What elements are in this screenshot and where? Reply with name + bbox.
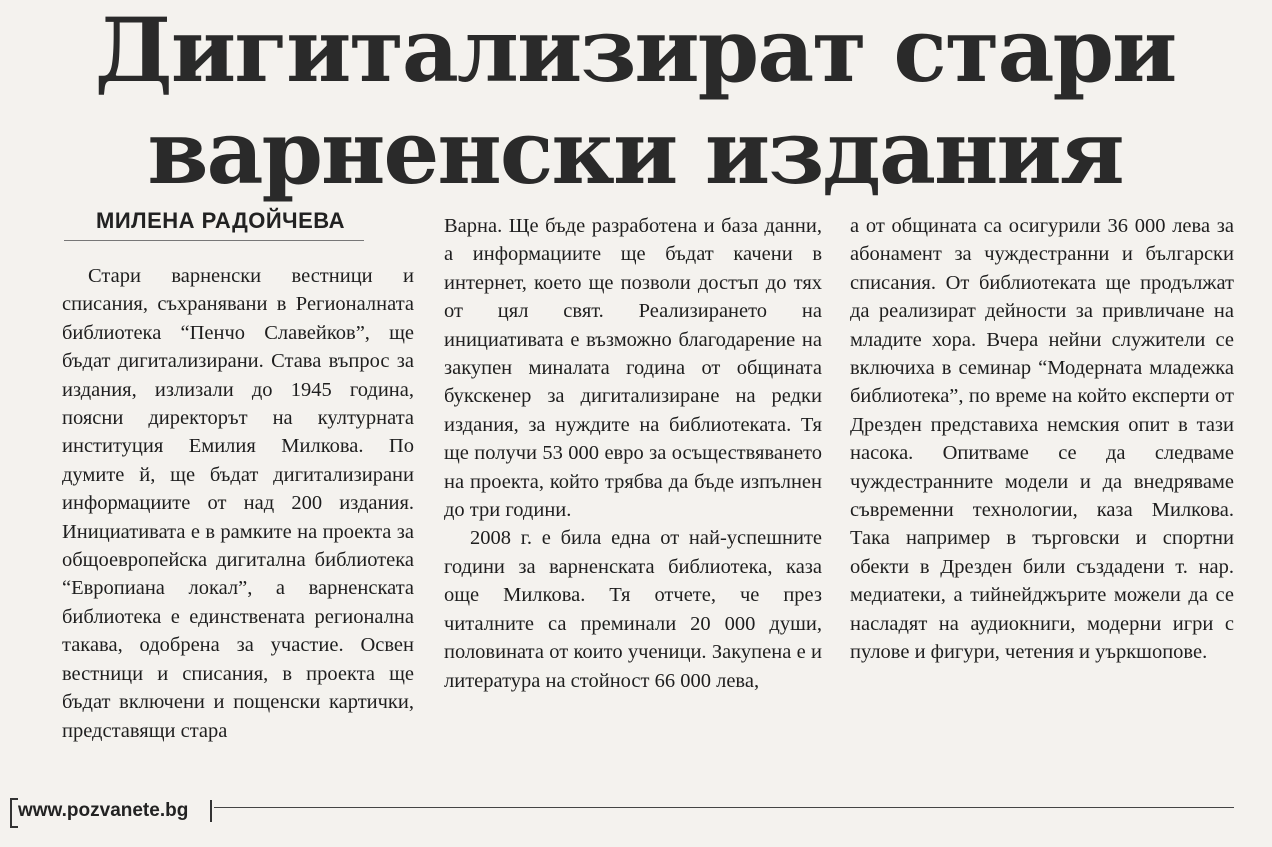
paragraph: а от общината са осигурили 36 000 лева за абонамент за чуждестранни и български списания. От библиотеката ще продължат да реализират дейности за привличане на младите хора. Вчера нейни служители се включиха в семинар “Модерната младежка библиотека”, по време на който експерти от Дрезден представиха немския опит в тази насока. Опитваме се да следваме чуждестранните модели и да внедряваме съвременни технологии, каза Милкова. Така например в търговски и спортни обекти в Дрезден били създадени т. нар. медиатеки, а тийнейджърите можели да се насладят на аудиокниги, модерни игри с пулове и фигури, четения и уъркшопове.	[850, 215, 1234, 664]
footer-rule	[214, 807, 1234, 808]
byline: МИЛЕНА РАДОЙЧЕВА	[96, 208, 345, 233]
article-column-1	[62, 262, 414, 745]
paragraph: Стари варненски вестници и списания, съхранявани в Регионалната библиотека “Пенчо Славейков”, ще бъдат дигитализирани. Става въпрос за издания, излизали до 1945 година, поясни директорът на културната институция Емилия Милкова. По думите й, ще бъдат дигитализирани информациите от над 200 издания. Инициативата е в рамките на проекта за общоевропейска дигитална библиотека “Европиана локал”, а варненската библиотека е единствената регионална такава, одобрена за участие. Освен вестници и списания, в проекта ще бъдат включени и пощенски картички, представящи стара	[62, 265, 414, 742]
article-column-2	[444, 212, 822, 695]
headline-line-2: варненски издания	[147, 100, 1123, 204]
paragraph: 2008 г. е била една от най-успешните години за варненската библиотека, каза още Милкова. Тя отчете, че през читалните са преминали 20 000 души, половината от които ученици. Закупена е и литература на стойност 66 000 лева,	[444, 527, 822, 692]
byline-rule	[64, 240, 364, 241]
headline-line-1: Дигитализират стари	[94, 0, 1176, 102]
article-column-3	[850, 212, 1234, 667]
footer-divider	[210, 800, 212, 822]
footer-url: www.pozvanete.bg	[18, 800, 189, 821]
footer-bracket	[10, 798, 18, 828]
paragraph: Варна. Ще бъде разработена и база данни, а информациите ще бъдат качени в интернет, което ще позволи достъп до тях от цял свят. Реализирането на инициативата е възможно благодарение на закупен миналата година от общината букскенер за дигитализиране на редки издания, за нуждите на библиотеката. Тя ще получи 53 000 евро за осъществяването на проекта, който трябва да бъде изпълнен до три години.	[444, 215, 822, 522]
